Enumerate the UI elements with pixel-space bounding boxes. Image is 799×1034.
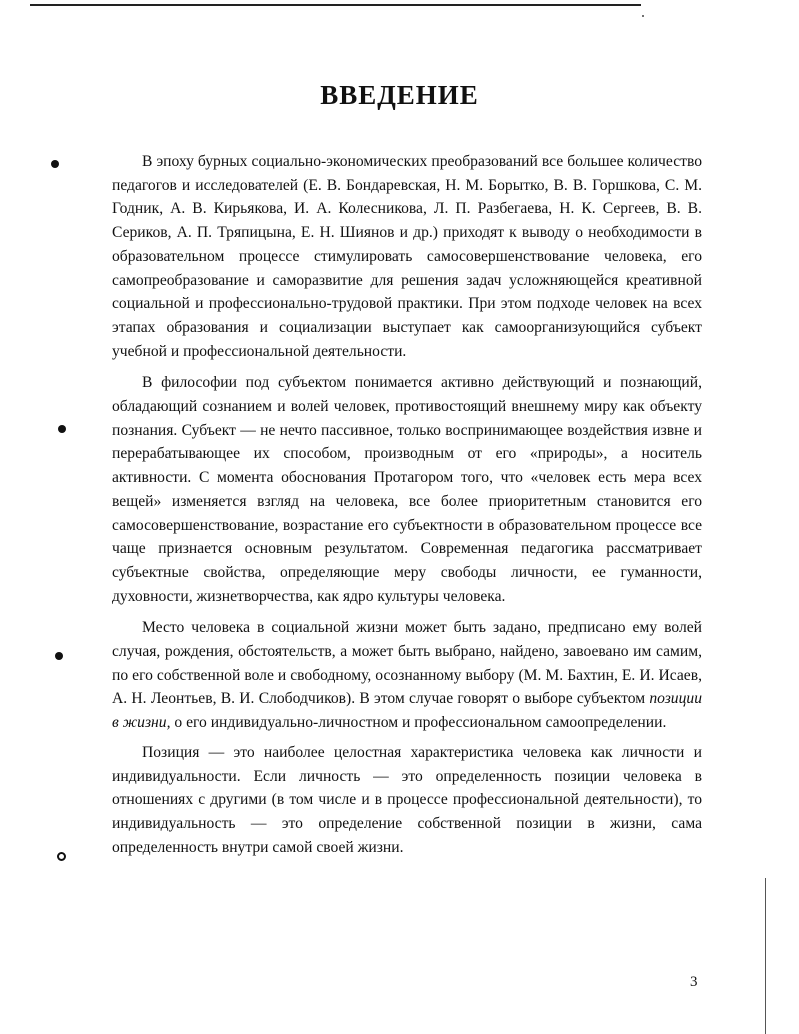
punch-hole-mark <box>58 425 66 433</box>
body-text <box>112 150 702 867</box>
paragraph-3-text-after: о его индивидуально-личностном и профессиональном самоопределении. <box>170 714 667 732</box>
page-edge-line <box>765 878 766 1034</box>
top-rule <box>30 4 641 6</box>
punch-hole-ring-mark <box>57 852 66 861</box>
paragraph-3-text-before: Место человека в социальной жизни может быть задано, предписано ему волей случая, рождения, обстоятельств, а может быть выбрано, найдено, завоевано им самим, по его собственной воле и свободному, осознанному выбору (М. М. Бахтин, Е. И. Исаев, А. Н. Леонтьев, В. И. Слободчиков). В этом случае говорят о выборе субъектом <box>112 619 702 708</box>
paragraph-1: В эпоху бурных социально-экономических преобразований все большее количество педагогов и исследователей (Е. В. Бондаревская, Н. М. Борытко, В. В. Горшкова, С. М. Годник, А. В. Кирьякова, И. А. Колесникова, Л. П. Разбегаева, Н. К. Сергеев, В. В. Сериков, А. П. Тряпицына, Е. Н. Шиянов и др.) приходят к выводу о необходимости в образовательном процессе стимулировать самосовершенствование человека, его самопреобразование и саморазвитие для решения задач усложняющейся креативной социальной и профессионально-трудовой практики. При этом подходе человек на всех этапах образования и социализации выступает как самоорганизующийся субъект учебной и профессиональной деятельности. <box>112 153 702 360</box>
paragraph-3-emphasis: позиции в жизни, <box>112 690 702 732</box>
scan-speck <box>642 15 644 17</box>
page-title: ВВЕДЕНИЕ <box>320 80 479 111</box>
paragraph-3 <box>112 616 702 735</box>
paragraph-4: Позиция — это наиболее целостная характеристика человека как личности и индивидуальности. Если личность — это определенность позиции человека в отношениях с другими (в том числе и в процессе профессиональной деятельности), то индивидуальность — это определение собственной позиции в жизни, сама определенность внутри самой своей жизни. <box>112 743 702 856</box>
punch-hole-mark <box>51 160 59 168</box>
paragraph-2: В философии под субъектом понимается активно действующий и познающий, обладающий сознанием и волей человек, противостоящий внешнему миру как объекту познания. Субъект — не нечто пассивное, только воспринимающее воздействия извне и перерабатывающее их способом, производным от его «природы», а носитель активности. С момента обоснования Протагором того, что «человек есть мера всех вещей» изменяется взгляд на человека, все более приоритетным становится его самосовершенствование, возрастание его субъектности в образовательном процессе все чаще признается основным результатом. Современная педагогика рассматривает субъектные свойства, определяющие меру свободы личности, ее гуманности, духовности, жизнетворчества, как ядро культуры человека. <box>112 374 702 605</box>
page-number: 3 <box>690 974 698 990</box>
punch-hole-mark <box>55 652 63 660</box>
